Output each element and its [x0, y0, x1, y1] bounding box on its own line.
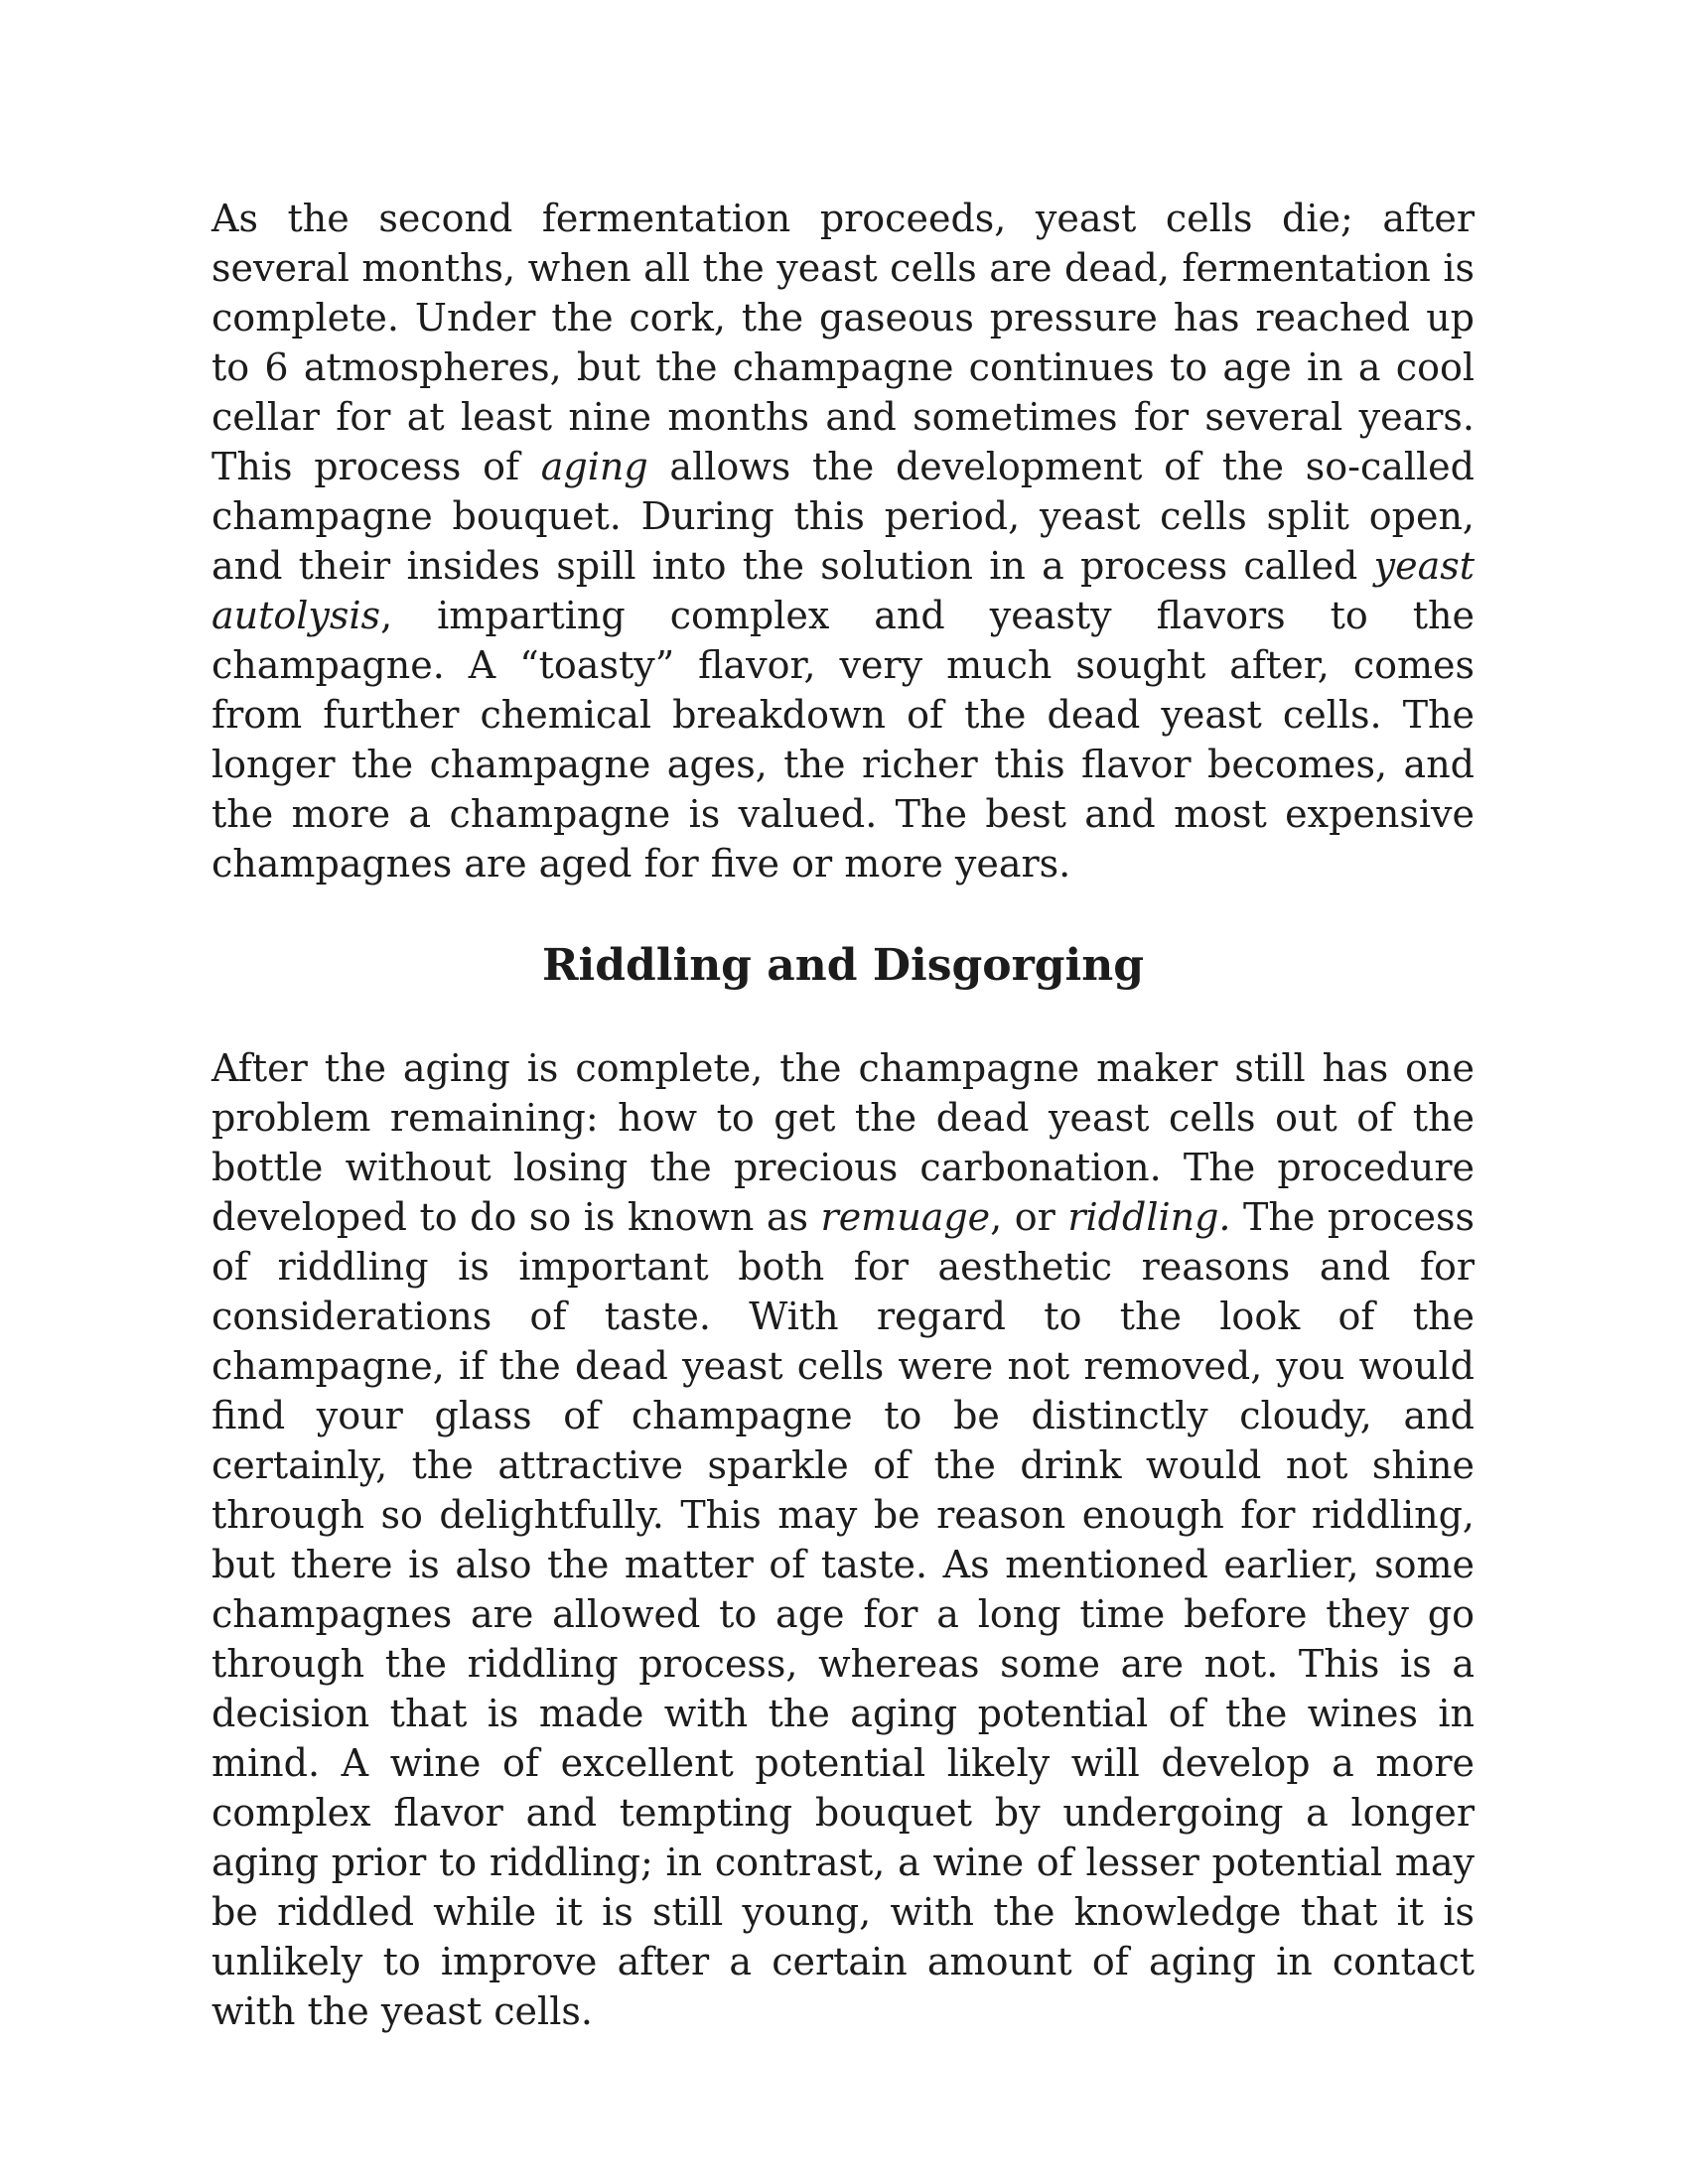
paragraph-text: After the aging is complete, the champagne maker still has one problem remaining: how to get the dead yeast cells out of the bottle without losing the precious carbonation. The procedure developed to do so is known as — [211, 1046, 1475, 1239]
document-page — [211, 194, 1475, 2036]
italic-term-yeast-autolysis: yeast autolysis — [211, 544, 1475, 637]
section-heading: Riddling and Disgorging — [541, 940, 1145, 991]
paragraph-text: The process of riddling is important both for aesthetic reasons and for considerations of taste. With regard to the look of the champagne, if the dead yeast cells were not removed, you would find your glass of champagne to be distinctly cloudy, and certainly, the attractive sparkle of the drink would not shine through so delightfully. This may be reason enough for riddling, but there is also the matter of taste. As mentioned earlier, some champagnes are allowed to age for a long time before they go through the riddling process, whereas some are not. This is a decision that is made with the aging potential of the wines in mind. A wine of excellent potential likely will develop a more complex flavor and tempting bouquet by undergoing a longer aging prior to riddling; in contrast, a wine of lesser potential may be riddled while it is still young, with the knowledge that it is unlikely to improve after a certain amount of aging in contact with the yeast cells. — [211, 1195, 1475, 2033]
paragraph-text: , or — [990, 1195, 1068, 1239]
paragraph-text: , imparting complex and yeasty flavors to the champagne. A “toasty” flavor, very much sought after, comes from further chemical breakdown of the dead yeast cells. The longer the champagne ages, the richer this flavor becomes, and the more a champagne is valued. The best and most expensive champagnes are aged for five or more years. — [211, 594, 1475, 886]
italic-term-riddling: riddling. — [1067, 1195, 1231, 1239]
italic-term-aging: aging — [540, 445, 648, 488]
paragraph-text: As the second fermentation proceeds, yeast cells die; after several months, when all the yeast cells are dead, fermentation is complete. Under the cork, the gaseous pressure has reached up to 6 atmospheres, but the champagne continues to age in a cool cellar for at least nine months and sometimes for several years. This process of — [211, 197, 1475, 488]
paragraph-aging — [211, 194, 1475, 888]
paragraph-text: allows the development of the so-called champagne bouquet. During this period, yeast cells split open, and their insides spill into the solution in a process called — [211, 445, 1476, 588]
paragraph-riddling — [211, 1043, 1475, 2036]
italic-term-remuage: remuage — [820, 1195, 991, 1239]
